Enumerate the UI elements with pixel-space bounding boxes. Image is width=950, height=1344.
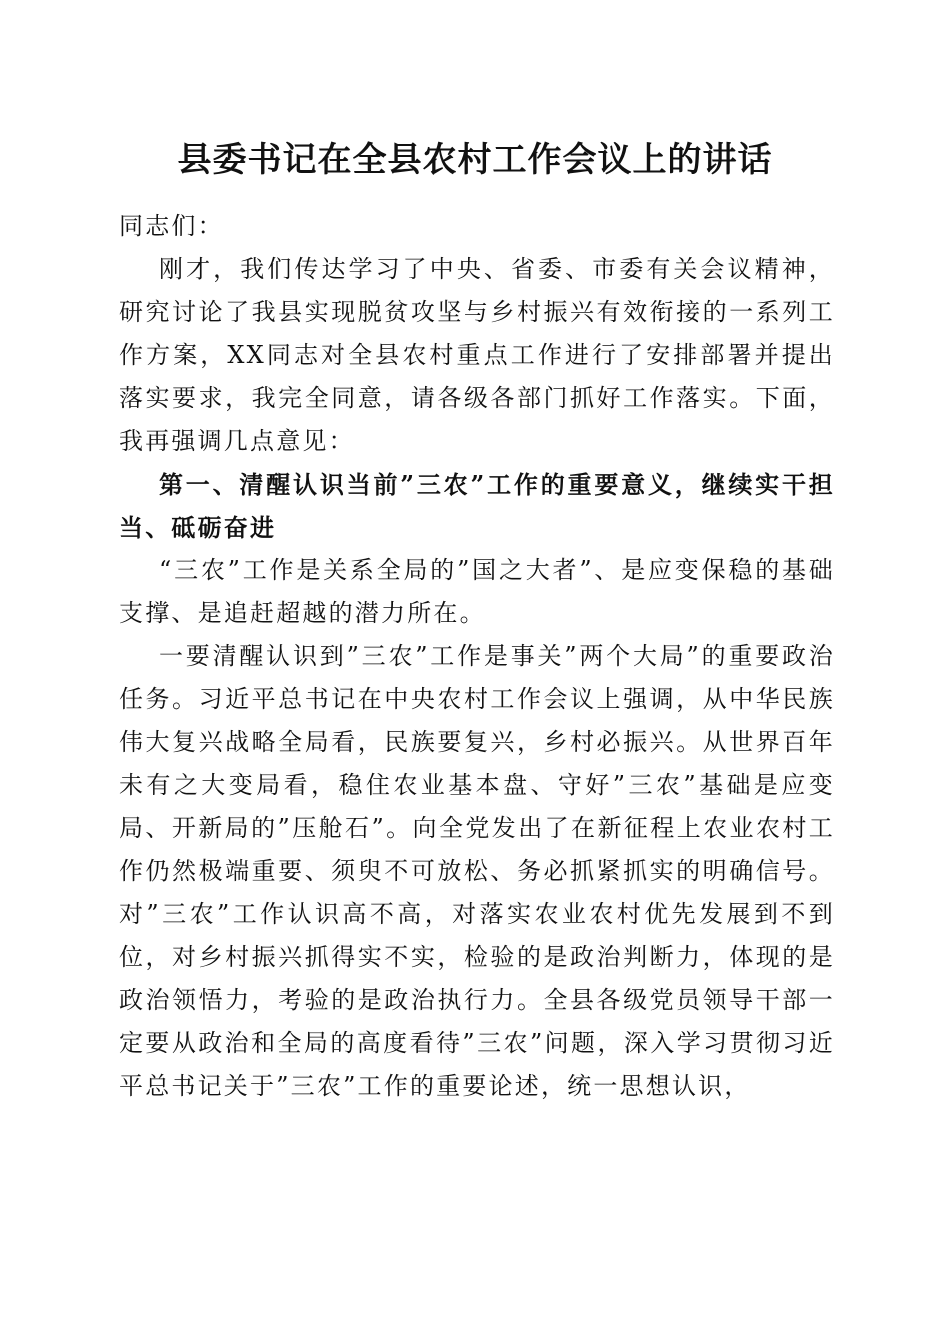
salutation: 同志们： [119, 212, 224, 240]
paragraph-section-1-summary: “三农”工作是关系全局的”国之大者”、是应变保稳的基础支撑、是追赶超越的潜力所在。 [119, 556, 835, 627]
section-heading-1: 第一、清醒认识当前”三农”工作的重要意义，继续实干担当、砥砺奋进 [119, 470, 835, 542]
document-body [119, 205, 835, 1108]
paragraph-point-1: 一要清醒认识到”三农”工作是事关”两个大局”的重要政治任务。习近平总书记在中央农村工作会议上强调，从中华民族伟大复兴战略全局看，民族要复兴，乡村必振兴。从世界百年未有之大变局看，稳住农业基本盘、守好”三农”基础是应变局、开新局的”压舱石”。向全党发出了在新征程上农业农村工作仍然极端重要、须臾不可放松、务必抓紧抓实的明确信号。对”三农”工作认识高不高，对落实农业农村优先发展到不到位，对乡村振兴抓得实不实，检验的是政治判断力，体现的是政治领悟力，考验的是政治执行力。全县各级党员领导干部一定要从政治和全局的高度看待”三农”问题，深入学习贯彻习近平总书记关于”三农”工作的重要论述，统一思想认识， [119, 642, 835, 1100]
paragraph-intro: 刚才，我们传达学习了中央、省委、市委有关会议精神，研究讨论了我县实现脱贫攻坚与乡村振兴有效衔接的一系列工作方案，XX同志对全县农村重点工作进行了安排部署并提出落实要求，我完全同意，请各级各部门抓好工作落实。下面，我再强调几点意见： [119, 255, 835, 455]
document-title: 县委书记在全县农村工作会议上的讲话 [177, 140, 773, 180]
